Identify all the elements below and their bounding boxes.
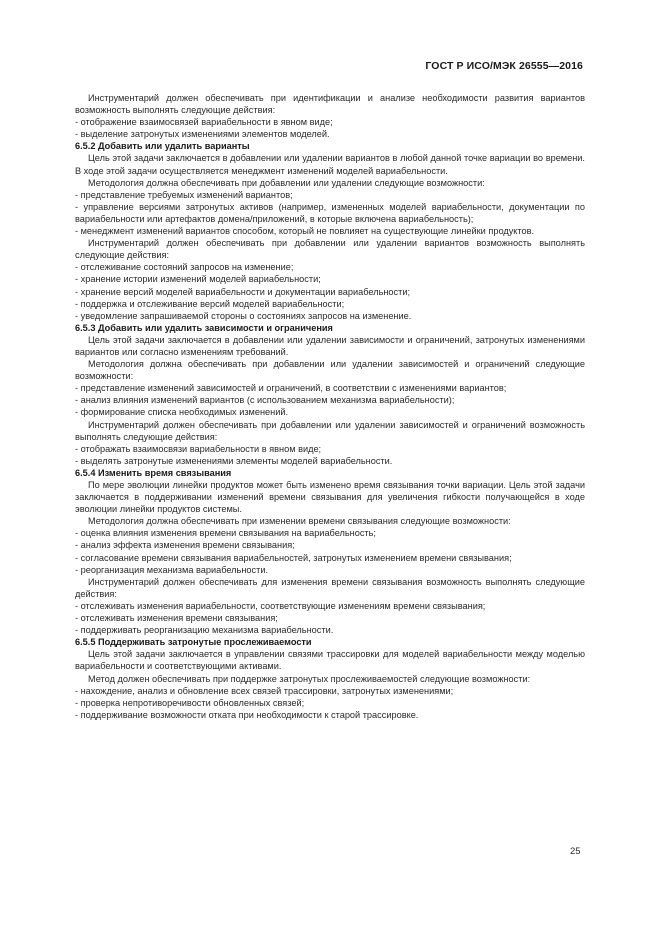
page-number: 25 xyxy=(570,846,581,857)
document-body xyxy=(75,92,585,721)
paragraph: Инструментарий должен обеспечивать для изменения времени связывания возможность выполнять следующие действия: xyxy=(75,576,585,599)
list-item: - отображать взаимосвязи вариабельности в явном виде; xyxy=(75,443,322,454)
list-item: - реорганизация механизма вариабельности. xyxy=(75,564,268,575)
list-item: - согласование времени связывания вариабельностей, затронутых изменением времени связывания; xyxy=(75,552,512,563)
standard-header: ГОСТ Р ИСО/МЭК 26555—2016 xyxy=(425,60,583,72)
list-item: - представление требуемых изменений вариантов; xyxy=(75,189,293,200)
paragraph: Инструментарий должен обеспечивать при идентификации и анализе необходимости развития вариантов возможность выполнять следующие действия: xyxy=(75,93,585,116)
section-heading: 6.5.4 Изменить время связывания xyxy=(75,467,232,478)
paragraph: Методология должна обеспечивать при изменении времени связывания следующие возможности: xyxy=(88,516,511,527)
list-item: - поддержка и отслеживание версий моделей вариабельности; xyxy=(75,298,345,309)
paragraph: Цель этой задачи заключается в добавлении или удалении вариантов в любой данной точке вариации во времени. В ходе этой задачи осуществляется менеджмент изменений моделей вариабельности. xyxy=(75,153,585,176)
list-item: - поддерживать реорганизацию механизма вариабельности. xyxy=(75,625,334,636)
list-item: - анализ влияния изменений вариантов (с использованием механизма вариабельности); xyxy=(75,395,455,406)
section-heading: 6.5.5 Поддерживать затронутые прослеживаемости xyxy=(75,637,312,648)
list-item: - менеджмент изменений вариантов способом, который не повлияет на существующие линейки продуктов. xyxy=(75,226,535,237)
section-heading: 6.5.2 Добавить или удалить варианты xyxy=(75,141,250,152)
list-item: - поддерживание возможности отката при необходимости к старой трассировке. xyxy=(75,709,419,720)
list-item: - отслеживание состояний запросов на изменение; xyxy=(75,262,294,273)
list-item: - хранение истории изменений моделей вариабельности; xyxy=(75,274,321,285)
paragraph: Цель этой задачи заключается в добавлении или удалении зависимости и ограничений, затронутых изменениями вариантов или согласно изменениям требований. xyxy=(75,334,585,357)
paragraph: Инструментарий должен обеспечивать при добавлении или удалении вариантов возможность выполнять следующие действия: xyxy=(75,238,585,261)
list-item: - хранение версий моделей вариабельности и документации вариабельности; xyxy=(75,286,411,297)
list-item: - выделение затронутых изменениями элементов моделей. xyxy=(75,129,330,140)
list-item: - отслеживать изменения времени связывания; xyxy=(75,613,278,624)
list-item: - формирование списка необходимых изменений. xyxy=(75,407,289,418)
paragraph: По мере эволюции линейки продуктов может быть изменено время связывания точки вариации. Цель этой задачи заключается в поддерживании изменений времени связывания для увеличения гибкости получающейся в ходе эволюции линейки продуктов системы. xyxy=(75,480,585,515)
list-item: - представление изменений зависимостей и ограничений, в соответствии с изменениями вариантов; xyxy=(75,383,507,394)
list-item: - отображение взаимосвязей вариабельности в явном виде; xyxy=(75,117,333,128)
list-item: - проверка непротиворечивости обновленных связей; xyxy=(75,697,305,708)
list-item: - выделять затронутые изменениями элементы моделей вариабельности. xyxy=(75,455,393,466)
section-heading: 6.5.3 Добавить или удалить зависимости и ограничения xyxy=(75,322,333,333)
list-item: - управление версиями затронутых активов (например, измененных моделей вариабельности, документации по вариабельности или артефактов домена/приложений, в которые включена вариабельность); xyxy=(75,201,585,224)
list-item: - анализ эффекта изменения времени связывания; xyxy=(75,540,295,551)
list-item: - нахождение, анализ и обновление всех связей трассировки, затронутых изменениями; xyxy=(75,685,454,696)
list-item: - оценка влияния изменения времени связывания на вариабельность; xyxy=(75,528,376,539)
paragraph: Методология должна обеспечивать при добавлении или удалении зависимостей и ограничений следующие возможности: xyxy=(75,359,585,382)
paragraph: Цель этой задачи заключается в управлении связями трассировки для моделей вариабельности между моделью вариабельности и соответствующими активами. xyxy=(75,649,585,672)
paragraph: Методология должна обеспечивать при добавлении или удалении следующие возможности: xyxy=(88,177,485,188)
paragraph: Метод должен обеспечивать при поддержке затронутых прослеживаемостей следующие возможности: xyxy=(88,673,531,684)
list-item: - уведомление запрашиваемой стороны о состояниях запросов на изменение. xyxy=(75,310,412,321)
paragraph: Инструментарий должен обеспечивать при добавлении или удалении зависимостей и ограничений возможность выполнять следующие действия: xyxy=(75,419,585,442)
list-item: - отслеживать изменения вариабельности, соответствующие изменениям времени связывания; xyxy=(75,600,486,611)
